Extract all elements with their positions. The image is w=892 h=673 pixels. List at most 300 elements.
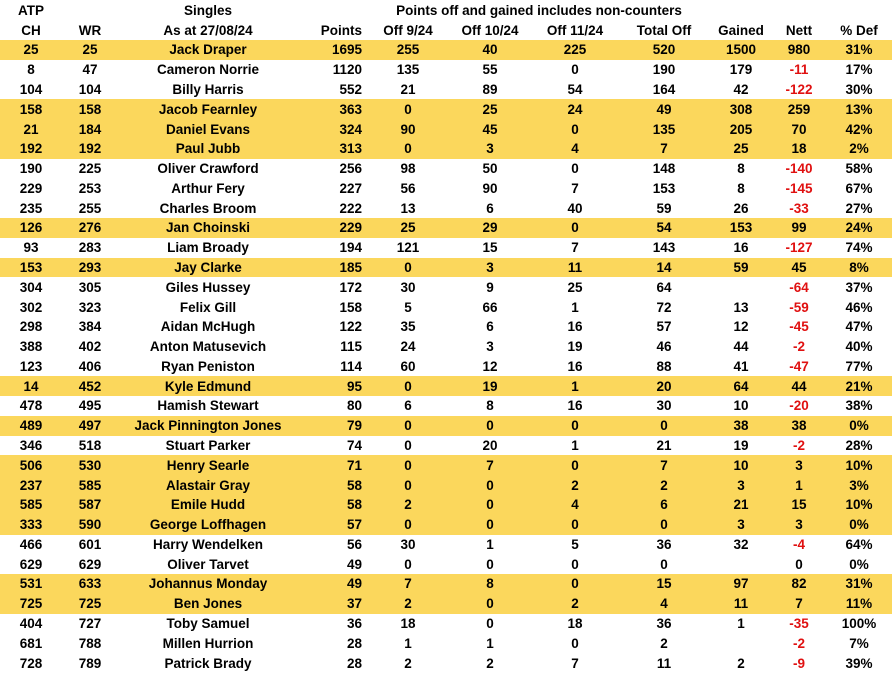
cell-off-9-24: 98 bbox=[400, 161, 416, 177]
cell-wr: 192 bbox=[62, 139, 118, 159]
cell-off-10-24: 15 bbox=[482, 240, 498, 256]
header-spacer-3 bbox=[710, 0, 772, 20]
cell-points: 194 bbox=[339, 240, 362, 256]
cell-off-11-24: 7 bbox=[571, 655, 579, 671]
cell-total-off: 14 bbox=[618, 258, 710, 278]
table-row bbox=[0, 178, 892, 198]
cell-ch: 681 bbox=[19, 635, 43, 651]
col-header-off-9-24: Off 9/24 bbox=[383, 22, 433, 38]
header-row-2 bbox=[0, 20, 892, 40]
cell-off-9-24: 0 bbox=[368, 139, 448, 159]
header-spacer-1 bbox=[62, 0, 118, 20]
cell-nett: 99 bbox=[772, 218, 826, 238]
cell-nett: -33 bbox=[789, 200, 809, 216]
cell-name: Liam Broady bbox=[167, 240, 249, 256]
cell-points: 158 bbox=[339, 299, 362, 315]
cell-off-9-24: 0 bbox=[404, 556, 412, 572]
cell-ch: 14 bbox=[0, 376, 62, 396]
cell-total-off: 46 bbox=[656, 339, 672, 355]
table-row bbox=[0, 317, 892, 337]
cell-ch: 489 bbox=[0, 416, 62, 436]
cell-pct-def: 10% bbox=[826, 455, 892, 475]
cell-off-11-24: 16 bbox=[567, 319, 583, 335]
table-row bbox=[0, 40, 892, 60]
header-singles: Singles bbox=[183, 2, 232, 18]
table-row bbox=[0, 218, 892, 238]
cell-pct-def: 0% bbox=[826, 515, 892, 535]
cell-nett: -11 bbox=[789, 62, 809, 78]
cell-nett: -4 bbox=[793, 536, 806, 552]
table-row bbox=[0, 515, 892, 535]
cell-wr: 587 bbox=[62, 495, 118, 515]
cell-points: 552 bbox=[339, 81, 362, 97]
cell-name: Kyle Edmund bbox=[118, 376, 298, 396]
cell-pct-def: 2% bbox=[826, 139, 892, 159]
cell-name: Billy Harris bbox=[172, 81, 244, 97]
cell-name: Arthur Fery bbox=[171, 180, 245, 196]
cell-off-10-24: 6 bbox=[486, 200, 494, 216]
table-row bbox=[0, 80, 892, 100]
cell-total-off: 190 bbox=[652, 62, 676, 78]
cell-off-10-24: 9 bbox=[486, 279, 494, 295]
header-note: Points off and gained includes non-counters bbox=[396, 2, 682, 18]
table-row bbox=[0, 258, 892, 278]
cell-off-11-24: 1 bbox=[571, 299, 579, 315]
cell-off-9-24: 30 bbox=[400, 536, 416, 552]
cell-nett: 18 bbox=[772, 139, 826, 159]
cell-wr: 789 bbox=[78, 655, 102, 671]
table-row bbox=[0, 357, 892, 377]
cell-off-11-24: 18 bbox=[567, 616, 583, 632]
cell-off-10-24: 8 bbox=[448, 574, 532, 594]
cell-wr: 727 bbox=[78, 616, 102, 632]
cell-off-11-24: 1 bbox=[571, 438, 579, 454]
cell-off-9-24: 30 bbox=[400, 279, 416, 295]
cell-off-11-24: 0 bbox=[571, 62, 579, 78]
table-row bbox=[0, 396, 892, 416]
cell-wr: 725 bbox=[62, 594, 118, 614]
cell-off-9-24: 24 bbox=[400, 339, 416, 355]
cell-points: 80 bbox=[346, 398, 362, 414]
cell-wr: 255 bbox=[78, 200, 102, 216]
cell-off-11-24: 40 bbox=[567, 200, 583, 216]
cell-off-9-24: 121 bbox=[396, 240, 420, 256]
table-row bbox=[0, 99, 892, 119]
cell-off-10-24: 0 bbox=[486, 556, 494, 572]
cell-gained: 44 bbox=[733, 339, 749, 355]
cell-wr: 104 bbox=[78, 81, 102, 97]
cell-off-11-24: 7 bbox=[571, 180, 579, 196]
cell-nett: -9 bbox=[793, 655, 806, 671]
cell-name: Toby Samuel bbox=[166, 616, 250, 632]
cell-pct-def: 21% bbox=[826, 376, 892, 396]
cell-gained: 3 bbox=[710, 515, 772, 535]
table-row bbox=[0, 653, 892, 673]
cell-wr: 788 bbox=[78, 635, 102, 651]
cell-total-off: 153 bbox=[652, 180, 676, 196]
cell-off-10-24: 29 bbox=[448, 218, 532, 238]
cell-off-10-24: 0 bbox=[486, 616, 494, 632]
table-row bbox=[0, 436, 892, 456]
table-row bbox=[0, 277, 892, 297]
table-body bbox=[0, 40, 892, 673]
cell-off-9-24: 0 bbox=[368, 416, 448, 436]
table-row bbox=[0, 535, 892, 555]
cell-off-10-24: 66 bbox=[482, 299, 498, 315]
cell-pct-def: 37% bbox=[845, 279, 873, 295]
cell-pct-def: 38% bbox=[845, 398, 873, 414]
cell-wr: 590 bbox=[62, 515, 118, 535]
cell-gained: 153 bbox=[710, 218, 772, 238]
cell-name: Giles Hussey bbox=[165, 279, 251, 295]
cell-total-off: 36 bbox=[656, 616, 672, 632]
cell-gained: 26 bbox=[733, 200, 749, 216]
cell-nett: -2 bbox=[793, 635, 806, 651]
table-row bbox=[0, 416, 892, 436]
cell-name: Emile Hudd bbox=[118, 495, 298, 515]
cell-off-10-24: 2 bbox=[486, 655, 494, 671]
cell-pct-def: 40% bbox=[845, 339, 873, 355]
cell-gained: 16 bbox=[733, 240, 749, 256]
cell-name: Aidan McHugh bbox=[160, 319, 256, 335]
cell-off-9-24: 1 bbox=[404, 635, 412, 651]
cell-points: 79 bbox=[298, 416, 368, 436]
cell-ch: 158 bbox=[0, 99, 62, 119]
cell-off-9-24: 2 bbox=[404, 655, 412, 671]
cell-name: Harry Wendelken bbox=[152, 536, 264, 552]
cell-nett: 38 bbox=[772, 416, 826, 436]
cell-points: 28 bbox=[346, 655, 362, 671]
cell-pct-def: 58% bbox=[845, 161, 873, 177]
cell-nett: 15 bbox=[772, 495, 826, 515]
cell-pct-def: 64% bbox=[845, 536, 873, 552]
cell-total-off: 54 bbox=[618, 218, 710, 238]
cell-off-9-24: 0 bbox=[368, 455, 448, 475]
col-header-total-off: Total Off bbox=[636, 22, 692, 38]
cell-pct-def: 17% bbox=[845, 62, 873, 78]
cell-total-off: 57 bbox=[656, 319, 672, 335]
cell-wr: 530 bbox=[62, 455, 118, 475]
cell-wr: 293 bbox=[62, 258, 118, 278]
cell-name: Felix Gill bbox=[179, 299, 237, 315]
table-row bbox=[0, 337, 892, 357]
cell-nett: 82 bbox=[772, 574, 826, 594]
cell-points: 36 bbox=[346, 616, 362, 632]
cell-gained: 8 bbox=[737, 180, 745, 196]
col-header-pct-def: % Def bbox=[840, 22, 878, 38]
table-row bbox=[0, 198, 892, 218]
cell-total-off: 11 bbox=[656, 655, 672, 671]
cell-ch: 531 bbox=[0, 574, 62, 594]
cell-off-11-24: 16 bbox=[567, 398, 583, 414]
cell-ch: 304 bbox=[19, 279, 43, 295]
cell-off-9-24: 0 bbox=[368, 515, 448, 535]
header-spacer-4 bbox=[772, 0, 826, 20]
cell-pct-def: 24% bbox=[826, 218, 892, 238]
cell-wr: 518 bbox=[78, 438, 102, 454]
col-header-off-10-24: Off 10/24 bbox=[461, 22, 519, 38]
col-header-name: As at 27/08/24 bbox=[163, 22, 253, 38]
cell-off-10-24: 3 bbox=[448, 139, 532, 159]
cell-wr: 47 bbox=[82, 62, 98, 78]
table-row bbox=[0, 495, 892, 515]
cell-name: Cameron Norrie bbox=[156, 62, 260, 78]
cell-total-off: 7 bbox=[618, 139, 710, 159]
cell-total-off: 135 bbox=[618, 119, 710, 139]
cell-off-11-24: 0 bbox=[571, 635, 579, 651]
col-header-gained: Gained bbox=[718, 22, 764, 38]
table-row bbox=[0, 554, 892, 574]
cell-gained: 1500 bbox=[710, 40, 772, 60]
cell-pct-def: 3% bbox=[826, 475, 892, 495]
cell-off-9-24: 0 bbox=[404, 438, 412, 454]
cell-total-off: 30 bbox=[656, 398, 672, 414]
cell-name: Millen Hurrion bbox=[162, 635, 254, 651]
cell-off-9-24: 0 bbox=[368, 475, 448, 495]
cell-off-9-24: 25 bbox=[368, 218, 448, 238]
cell-total-off: 15 bbox=[618, 574, 710, 594]
cell-off-9-24: 0 bbox=[368, 376, 448, 396]
cell-ch: 478 bbox=[19, 398, 43, 414]
cell-off-9-24: 0 bbox=[368, 258, 448, 278]
cell-off-10-24: 19 bbox=[448, 376, 532, 396]
cell-points: 114 bbox=[340, 358, 362, 374]
cell-wr: 225 bbox=[78, 161, 102, 177]
cell-name: Ryan Peniston bbox=[161, 358, 255, 374]
cell-off-10-24: 8 bbox=[486, 398, 494, 414]
cell-ch: 8 bbox=[27, 62, 35, 78]
cell-pct-def: 0% bbox=[826, 416, 892, 436]
table-row bbox=[0, 119, 892, 139]
cell-ch: 153 bbox=[0, 258, 62, 278]
cell-off-10-24: 90 bbox=[482, 180, 498, 196]
cell-off-10-24: 12 bbox=[482, 358, 498, 374]
cell-pct-def: 74% bbox=[845, 240, 873, 256]
cell-total-off: 143 bbox=[652, 240, 676, 256]
cell-points: 58 bbox=[298, 495, 368, 515]
cell-off-11-24: 4 bbox=[532, 495, 618, 515]
cell-nett: 0 bbox=[795, 556, 803, 572]
cell-off-10-24: 20 bbox=[482, 438, 498, 454]
cell-gained: 21 bbox=[710, 495, 772, 515]
cell-ch: 126 bbox=[0, 218, 62, 238]
cell-ch: 123 bbox=[19, 358, 43, 374]
cell-name: Alastair Gray bbox=[118, 475, 298, 495]
cell-wr: 585 bbox=[62, 475, 118, 495]
cell-wr: 283 bbox=[78, 240, 102, 256]
cell-off-10-24: 40 bbox=[448, 40, 532, 60]
cell-off-11-24: 0 bbox=[532, 416, 618, 436]
cell-total-off: 88 bbox=[656, 358, 672, 374]
cell-gained: 59 bbox=[710, 258, 772, 278]
cell-pct-def: 67% bbox=[845, 180, 873, 196]
header-spacer-2 bbox=[298, 0, 368, 20]
cell-off-10-24: 7 bbox=[448, 455, 532, 475]
cell-total-off: 4 bbox=[618, 594, 710, 614]
cell-off-9-24: 35 bbox=[400, 319, 416, 335]
cell-off-11-24: 0 bbox=[532, 218, 618, 238]
cell-gained: 205 bbox=[710, 119, 772, 139]
cell-total-off: 148 bbox=[652, 161, 676, 177]
table-row bbox=[0, 297, 892, 317]
cell-name: Oliver Crawford bbox=[157, 161, 259, 177]
cell-points: 172 bbox=[339, 279, 362, 295]
cell-points: 1695 bbox=[298, 40, 368, 60]
cell-pct-def: 10% bbox=[826, 495, 892, 515]
cell-wr: 629 bbox=[78, 556, 102, 572]
cell-name: Stuart Parker bbox=[165, 438, 251, 454]
cell-nett: -20 bbox=[789, 398, 809, 414]
cell-pct-def: 0% bbox=[849, 556, 869, 572]
cell-ch: 506 bbox=[0, 455, 62, 475]
cell-name: Patrick Brady bbox=[164, 655, 252, 671]
cell-ch: 21 bbox=[0, 119, 62, 139]
cell-wr: 158 bbox=[62, 99, 118, 119]
cell-wr: 25 bbox=[62, 40, 118, 60]
cell-name: Charles Broom bbox=[159, 200, 257, 216]
cell-ch: 235 bbox=[19, 200, 43, 216]
cell-points: 363 bbox=[298, 99, 368, 119]
table-row bbox=[0, 475, 892, 495]
cell-ch: 104 bbox=[19, 81, 43, 97]
cell-off-11-24: 225 bbox=[532, 40, 618, 60]
cell-off-10-24: 89 bbox=[482, 81, 498, 97]
cell-off-9-24: 90 bbox=[368, 119, 448, 139]
cell-pct-def: 8% bbox=[826, 258, 892, 278]
cell-ch: 466 bbox=[19, 536, 43, 552]
cell-points: 227 bbox=[339, 180, 362, 196]
cell-total-off: 20 bbox=[618, 376, 710, 396]
cell-off-11-24: 11 bbox=[532, 258, 618, 278]
cell-total-off: 0 bbox=[618, 416, 710, 436]
cell-nett: 45 bbox=[772, 258, 826, 278]
cell-gained: 10 bbox=[733, 398, 749, 414]
col-header-wr: WR bbox=[78, 22, 102, 38]
cell-off-9-24: 18 bbox=[400, 616, 416, 632]
cell-points: 74 bbox=[346, 438, 362, 454]
table-header bbox=[0, 0, 892, 40]
cell-points: 49 bbox=[346, 556, 362, 572]
cell-nett: 259 bbox=[772, 99, 826, 119]
cell-off-9-24: 13 bbox=[400, 200, 416, 216]
cell-ch: 237 bbox=[0, 475, 62, 495]
cell-off-11-24: 5 bbox=[571, 536, 579, 552]
cell-wr: 497 bbox=[62, 416, 118, 436]
cell-nett: 44 bbox=[772, 376, 826, 396]
cell-pct-def: 13% bbox=[826, 99, 892, 119]
cell-off-10-24: 6 bbox=[486, 319, 494, 335]
cell-gained: 1 bbox=[737, 616, 745, 632]
cell-off-10-24: 0 bbox=[448, 515, 532, 535]
cell-pct-def: 42% bbox=[826, 119, 892, 139]
cell-wr: 495 bbox=[78, 398, 102, 414]
cell-off-11-24: 16 bbox=[567, 358, 583, 374]
cell-nett: 1 bbox=[772, 475, 826, 495]
cell-nett: 7 bbox=[772, 594, 826, 614]
cell-total-off: 64 bbox=[656, 279, 672, 295]
cell-gained: 12 bbox=[733, 319, 749, 335]
table-row bbox=[0, 574, 892, 594]
cell-wr: 601 bbox=[78, 536, 102, 552]
cell-wr: 406 bbox=[78, 358, 102, 374]
cell-wr: 633 bbox=[62, 574, 118, 594]
cell-name: Ben Jones bbox=[118, 594, 298, 614]
cell-nett: 3 bbox=[772, 455, 826, 475]
cell-off-11-24: 19 bbox=[567, 339, 583, 355]
cell-gained: 13 bbox=[733, 299, 749, 315]
cell-off-9-24: 5 bbox=[404, 299, 412, 315]
cell-name: Jan Choinski bbox=[118, 218, 298, 238]
cell-off-9-24: 7 bbox=[368, 574, 448, 594]
cell-pct-def: 27% bbox=[845, 200, 873, 216]
cell-ch: 728 bbox=[19, 655, 43, 671]
cell-off-11-24: 24 bbox=[532, 99, 618, 119]
cell-off-11-24: 0 bbox=[571, 556, 579, 572]
cell-ch: 298 bbox=[19, 319, 43, 335]
cell-ch: 629 bbox=[19, 556, 43, 572]
cell-name: Daniel Evans bbox=[118, 119, 298, 139]
cell-off-9-24: 56 bbox=[400, 180, 416, 196]
cell-off-9-24: 6 bbox=[404, 398, 412, 414]
table-row bbox=[0, 633, 892, 653]
cell-off-11-24: 2 bbox=[532, 594, 618, 614]
cell-name: Hamish Stewart bbox=[157, 398, 259, 414]
cell-nett: 980 bbox=[772, 40, 826, 60]
cell-pct-def: 11% bbox=[826, 594, 892, 614]
cell-gained bbox=[710, 633, 772, 653]
cell-ch: 333 bbox=[0, 515, 62, 535]
cell-points: 115 bbox=[340, 339, 362, 355]
cell-gained: 3 bbox=[710, 475, 772, 495]
cell-total-off: 164 bbox=[652, 81, 676, 97]
table-row bbox=[0, 159, 892, 179]
cell-off-9-24: 135 bbox=[396, 62, 420, 78]
cell-off-11-24: 0 bbox=[532, 574, 618, 594]
cell-total-off: 7 bbox=[618, 455, 710, 475]
cell-pct-def: 31% bbox=[826, 574, 892, 594]
cell-off-10-24: 1 bbox=[486, 536, 494, 552]
cell-nett: -145 bbox=[785, 180, 813, 196]
cell-pct-def: 31% bbox=[826, 40, 892, 60]
cell-total-off: 2 bbox=[618, 475, 710, 495]
cell-nett: -64 bbox=[789, 279, 809, 295]
cell-name: Jack Draper bbox=[118, 40, 298, 60]
cell-off-11-24: 2 bbox=[532, 475, 618, 495]
cell-nett: -45 bbox=[789, 319, 809, 335]
cell-off-10-24: 45 bbox=[448, 119, 532, 139]
cell-off-9-24: 21 bbox=[400, 81, 416, 97]
cell-gained: 308 bbox=[710, 99, 772, 119]
cell-off-10-24: 1 bbox=[486, 635, 494, 651]
cell-ch: 585 bbox=[0, 495, 62, 515]
cell-total-off: 0 bbox=[618, 515, 710, 535]
cell-wr: 253 bbox=[78, 180, 102, 196]
cell-off-11-24: 54 bbox=[567, 81, 583, 97]
cell-nett: 70 bbox=[772, 119, 826, 139]
cell-nett: -59 bbox=[789, 299, 809, 315]
cell-points: 37 bbox=[298, 594, 368, 614]
cell-off-11-24: 1 bbox=[532, 376, 618, 396]
cell-pct-def: 46% bbox=[845, 299, 873, 315]
table-row bbox=[0, 238, 892, 258]
cell-wr: 305 bbox=[78, 279, 102, 295]
cell-pct-def: 28% bbox=[845, 438, 873, 454]
cell-ch: 192 bbox=[0, 139, 62, 159]
cell-nett: -2 bbox=[793, 339, 806, 355]
cell-off-10-24: 3 bbox=[486, 339, 494, 355]
cell-total-off: 36 bbox=[656, 536, 672, 552]
cell-total-off: 72 bbox=[656, 299, 672, 315]
